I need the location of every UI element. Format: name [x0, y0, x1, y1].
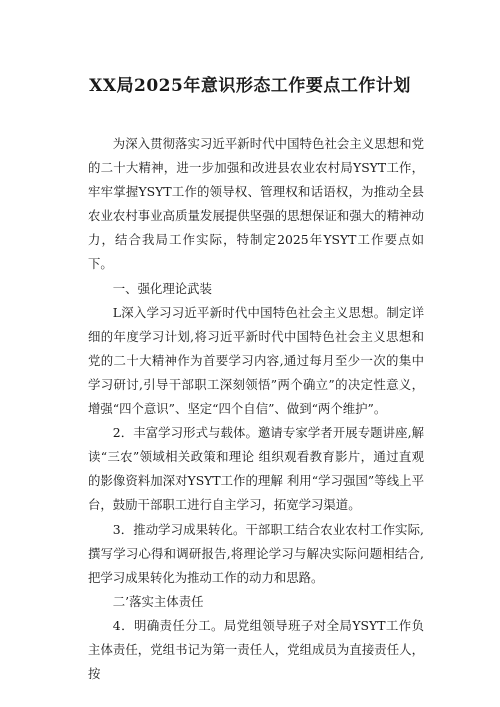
theory-item-2: 2．丰富学习形式与载体。邀请专家学者开展专题讲座,解读“三农”领域相关政策和理论 组织观看教育影片，通过直观的影像资料加深对YSYT工作的理解 利用“学习强国”等线上平台，鼓励干部职工进行自主学习，拓宽学习渠道。 [88, 425, 424, 513]
document-title: XX局2025年意识形态工作要点工作计划 [89, 76, 411, 96]
intro-paragraph: 为深入贯彻落实习近平新时代中国特色社会主义思想和党的二十大精神，进一步加强和改进县农业农村局YSYT工作，牢牢掌握YSYT工作的领导权、管理权和话语权，为推动全县农业农村事业高质量发展提供坚强的思想保证和强大的精神动力，结合我局工作实际，特制定2025年YSYT工作要点如下。 [88, 136, 424, 272]
section-heading-theory: 一、强化理论武装 [112, 280, 212, 296]
theory-item-3: 3．推动学习成果转化。干部职工结合农业农村工作实际,撰写学习心得和调研报告,将理论学习与解决实际问题相结合,把学习成果转化为推动工作的动力和思路。 [88, 521, 424, 585]
responsibility-item-4: 4．明确责任分工。局党组领导班子对全局YSYT工作负主体责任，党组书记为第一责任人，党组成员为直接责任人，按 [88, 617, 424, 682]
section-heading-responsibility: 二’落实主体责任 [112, 593, 204, 609]
document-body [88, 132, 424, 686]
theory-item-1: L深入学习习近平新时代中国特色社会主义思想。制定详细的年度学习计划,将习近平新时代中国特色社会主义思想和党的二十大精神作为首要学习内容,通过每月至少一次的集中学习研讨,引导干部职工深刻领悟”两个确立”的决定性意义，增强“四个意识”、坚定“四个自信”、做到“两个维护”。 [88, 304, 424, 417]
